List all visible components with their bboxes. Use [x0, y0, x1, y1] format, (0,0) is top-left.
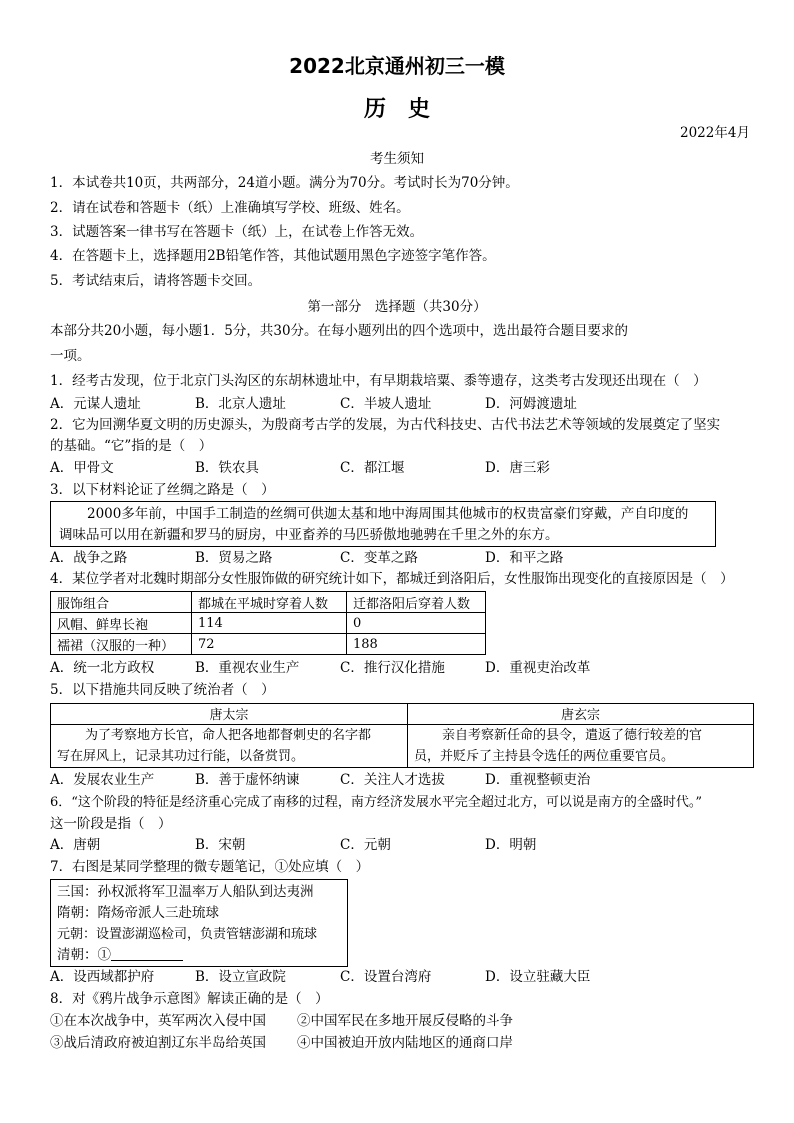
notice-item: 5．考试结束后，请将答题卡交回。 — [50, 273, 262, 289]
table-row — [51, 725, 754, 768]
q5-left-text: 为了考察地方长官，命人把各地都督刺史的名字都 — [85, 728, 372, 743]
q8-statements — [50, 1034, 513, 1052]
q6-options — [50, 836, 536, 854]
option[interactable]: D．设立驻藏大臣 — [485, 969, 591, 985]
table-header: 唐太宗 — [51, 704, 408, 725]
option[interactable]: C．半坡人遗址 — [340, 396, 432, 412]
table-cell: 襦裙（汉服的一种） — [51, 634, 192, 655]
q8-stem: 8．对《鸦片战争示意图》解读正确的是（ ） — [50, 991, 329, 1007]
option[interactable]: B．北京人遗址 — [195, 396, 286, 412]
option[interactable]: A．战争之路 — [50, 550, 128, 566]
q4-options — [50, 659, 590, 677]
q7-note: 三国：孙权派将军卫温率万人船队到达夷洲 — [57, 884, 314, 900]
table-cell — [51, 725, 408, 768]
q3-material: 调味品可以用在新疆和罗马的厨房，中亚畜养的马匹骄傲地驰骋在千里之外的东方。 — [59, 527, 559, 543]
q2-stem: 2．它为回溯华夏文明的历史源头，为殷商考古学的发展，为古代科技史、古代书法艺术等领域的发展奠定了坚实 — [50, 417, 721, 433]
table-cell: 188 — [347, 634, 486, 655]
page-title: 2022北京通州初三一模 — [289, 54, 505, 78]
q7-blank-label: 清朝：① — [57, 947, 111, 963]
table-row — [51, 704, 754, 725]
table-header: 迁都洛阳后穿着人数 — [347, 592, 486, 613]
option[interactable]: D．明朝 — [485, 837, 537, 853]
q3-material-box — [50, 501, 716, 547]
q6-stem: 6．“这个阶段的特征是经济重心完成了南移的过程，南方经济发展水平完全超过北方，可以说是南方的全盛时代。” — [50, 795, 703, 810]
statement: ④中国被迫开放内陆地区的通商口岸 — [297, 1035, 513, 1051]
q7-options — [50, 968, 590, 986]
option[interactable]: B．设立宣政院 — [195, 969, 286, 985]
part1-intro: 一项。 — [50, 348, 91, 364]
option[interactable]: C．设置台湾府 — [340, 969, 432, 985]
option[interactable]: D．唐三彩 — [485, 460, 550, 476]
q5-left-text: 写在屏风上，记录其功过行能，以备赏罚。 — [57, 749, 305, 764]
statement: ③战后清政府被迫割辽东半岛给英国 — [50, 1035, 266, 1051]
option[interactable]: A．唐朝 — [50, 837, 101, 853]
option[interactable]: C．都江堰 — [340, 460, 405, 476]
q3-stem: 3．以下材料论证了丝绸之路是（ ） — [50, 482, 275, 498]
q1-options — [50, 395, 577, 413]
exam-date: 2022年4月 — [680, 125, 750, 141]
q5-options — [50, 771, 590, 789]
part1-intro: 本部分共20小题，每小题1．5分，共30分。在每小题列出的四个选项中，选出最符合题目要求的 — [50, 323, 629, 339]
q5-stem: 5．以下措施共同反映了统治者（ ） — [50, 682, 275, 698]
option[interactable]: A．元谋人遗址 — [50, 396, 141, 412]
option[interactable]: D．重视吏治改革 — [485, 660, 591, 676]
option[interactable]: A．甲骨文 — [50, 460, 114, 476]
q3-material: 2000多年前，中国手工制造的丝绸可供迦太基和地中海周围其他城市的权贵富豪们穿戴，产自印度的 — [87, 506, 689, 522]
option[interactable]: C．关注人才选拔 — [340, 772, 445, 788]
notice-heading: 考生须知 — [370, 151, 424, 167]
option[interactable]: B．重视农业生产 — [195, 660, 300, 676]
table-cell — [408, 725, 754, 768]
table-cell: 0 — [347, 613, 486, 634]
option[interactable]: C．元朝 — [340, 837, 391, 853]
q6-stem: 这一阶段是指（ ） — [50, 816, 172, 832]
option[interactable]: D．重视整顿吏治 — [485, 772, 591, 788]
notice-item: 2．请在试卷和答题卡（纸）上准确填写学校、班级、姓名。 — [50, 200, 410, 216]
option[interactable]: A．发展农业生产 — [50, 772, 155, 788]
option[interactable]: C．变革之路 — [340, 550, 418, 566]
option[interactable]: B．善于虚怀纳谏 — [195, 772, 300, 788]
q8-statements — [50, 1012, 513, 1030]
notice-item: 4．在答题卡上，选择题用2B铅笔作答，其他试题用黑色字迹签字笔作答。 — [50, 248, 496, 264]
option[interactable]: A．设西域都护府 — [50, 969, 155, 985]
q5-table — [50, 703, 754, 768]
statement: ②中国军民在多地开展反侵略的斗争 — [297, 1013, 513, 1029]
q4-table — [50, 591, 486, 655]
option[interactable]: B．宋朝 — [195, 837, 246, 853]
statement: ①在本次战争中，英军两次入侵中国 — [50, 1013, 266, 1029]
q5-right-text: 员，并贬斥了主持县令选任的两位重要官员。 — [414, 749, 675, 764]
q7-notes-box — [50, 879, 348, 967]
q7-blank-row — [57, 945, 183, 966]
option[interactable]: B．铁农具 — [195, 460, 259, 476]
table-cell: 114 — [192, 613, 347, 634]
table-header: 都城在平城时穿着人数 — [192, 592, 347, 613]
table-cell: 风帽、鲜卑长袍 — [51, 613, 192, 634]
option[interactable]: D．河姆渡遗址 — [485, 396, 577, 412]
option[interactable]: C．推行汉化措施 — [340, 660, 445, 676]
table-row — [51, 613, 486, 634]
option[interactable]: A．统一北方政权 — [50, 660, 155, 676]
q4-stem: 4．某位学者对北魏时期部分女性服饰做的研究统计如下，都城迁到洛阳后，女性服饰出现变化的直接原因是（ ） — [50, 571, 734, 587]
notice-item: 3．试题答案一律书写在答题卡（纸）上，在试卷上作答无效。 — [50, 224, 424, 240]
table-row — [51, 634, 486, 655]
table-cell: 72 — [192, 634, 347, 655]
q3-options — [50, 549, 563, 567]
notice-item: 1．本试卷共10页，共两部分，24道小题。满分为70分。考试时长为70分钟。 — [50, 175, 519, 191]
table-header: 服饰组合 — [51, 592, 192, 613]
q5-right-text: 亲自考察新任命的县令，遣返了德行较差的官 — [442, 728, 703, 743]
q7-stem: 7．右图是某同学整理的微专题笔记，①处应填（ ） — [50, 859, 370, 875]
option[interactable]: D．和平之路 — [485, 550, 564, 566]
answer-blank[interactable] — [111, 946, 183, 961]
q7-note: 元朝：设置澎湖巡检司，负责管辖澎湖和琉球 — [57, 927, 318, 942]
table-row — [51, 592, 486, 613]
q1-stem: 1．经考古发现，位于北京门头沟区的东胡林遗址中，有早期栽培粟、黍等遗存，这类考古发现还出现在（ ） — [50, 373, 707, 389]
q2-stem: 的基础。“它”指的是（ ） — [50, 438, 213, 454]
q2-options — [50, 459, 550, 477]
table-header: 唐玄宗 — [408, 704, 754, 725]
part1-heading: 第一部分 选择题（共30分） — [307, 299, 487, 315]
subject-title: 历 史 — [363, 97, 430, 122]
q7-note: 隋朝：隋炀帝派人三赴琉球 — [57, 905, 219, 921]
option[interactable]: B．贸易之路 — [195, 550, 273, 566]
